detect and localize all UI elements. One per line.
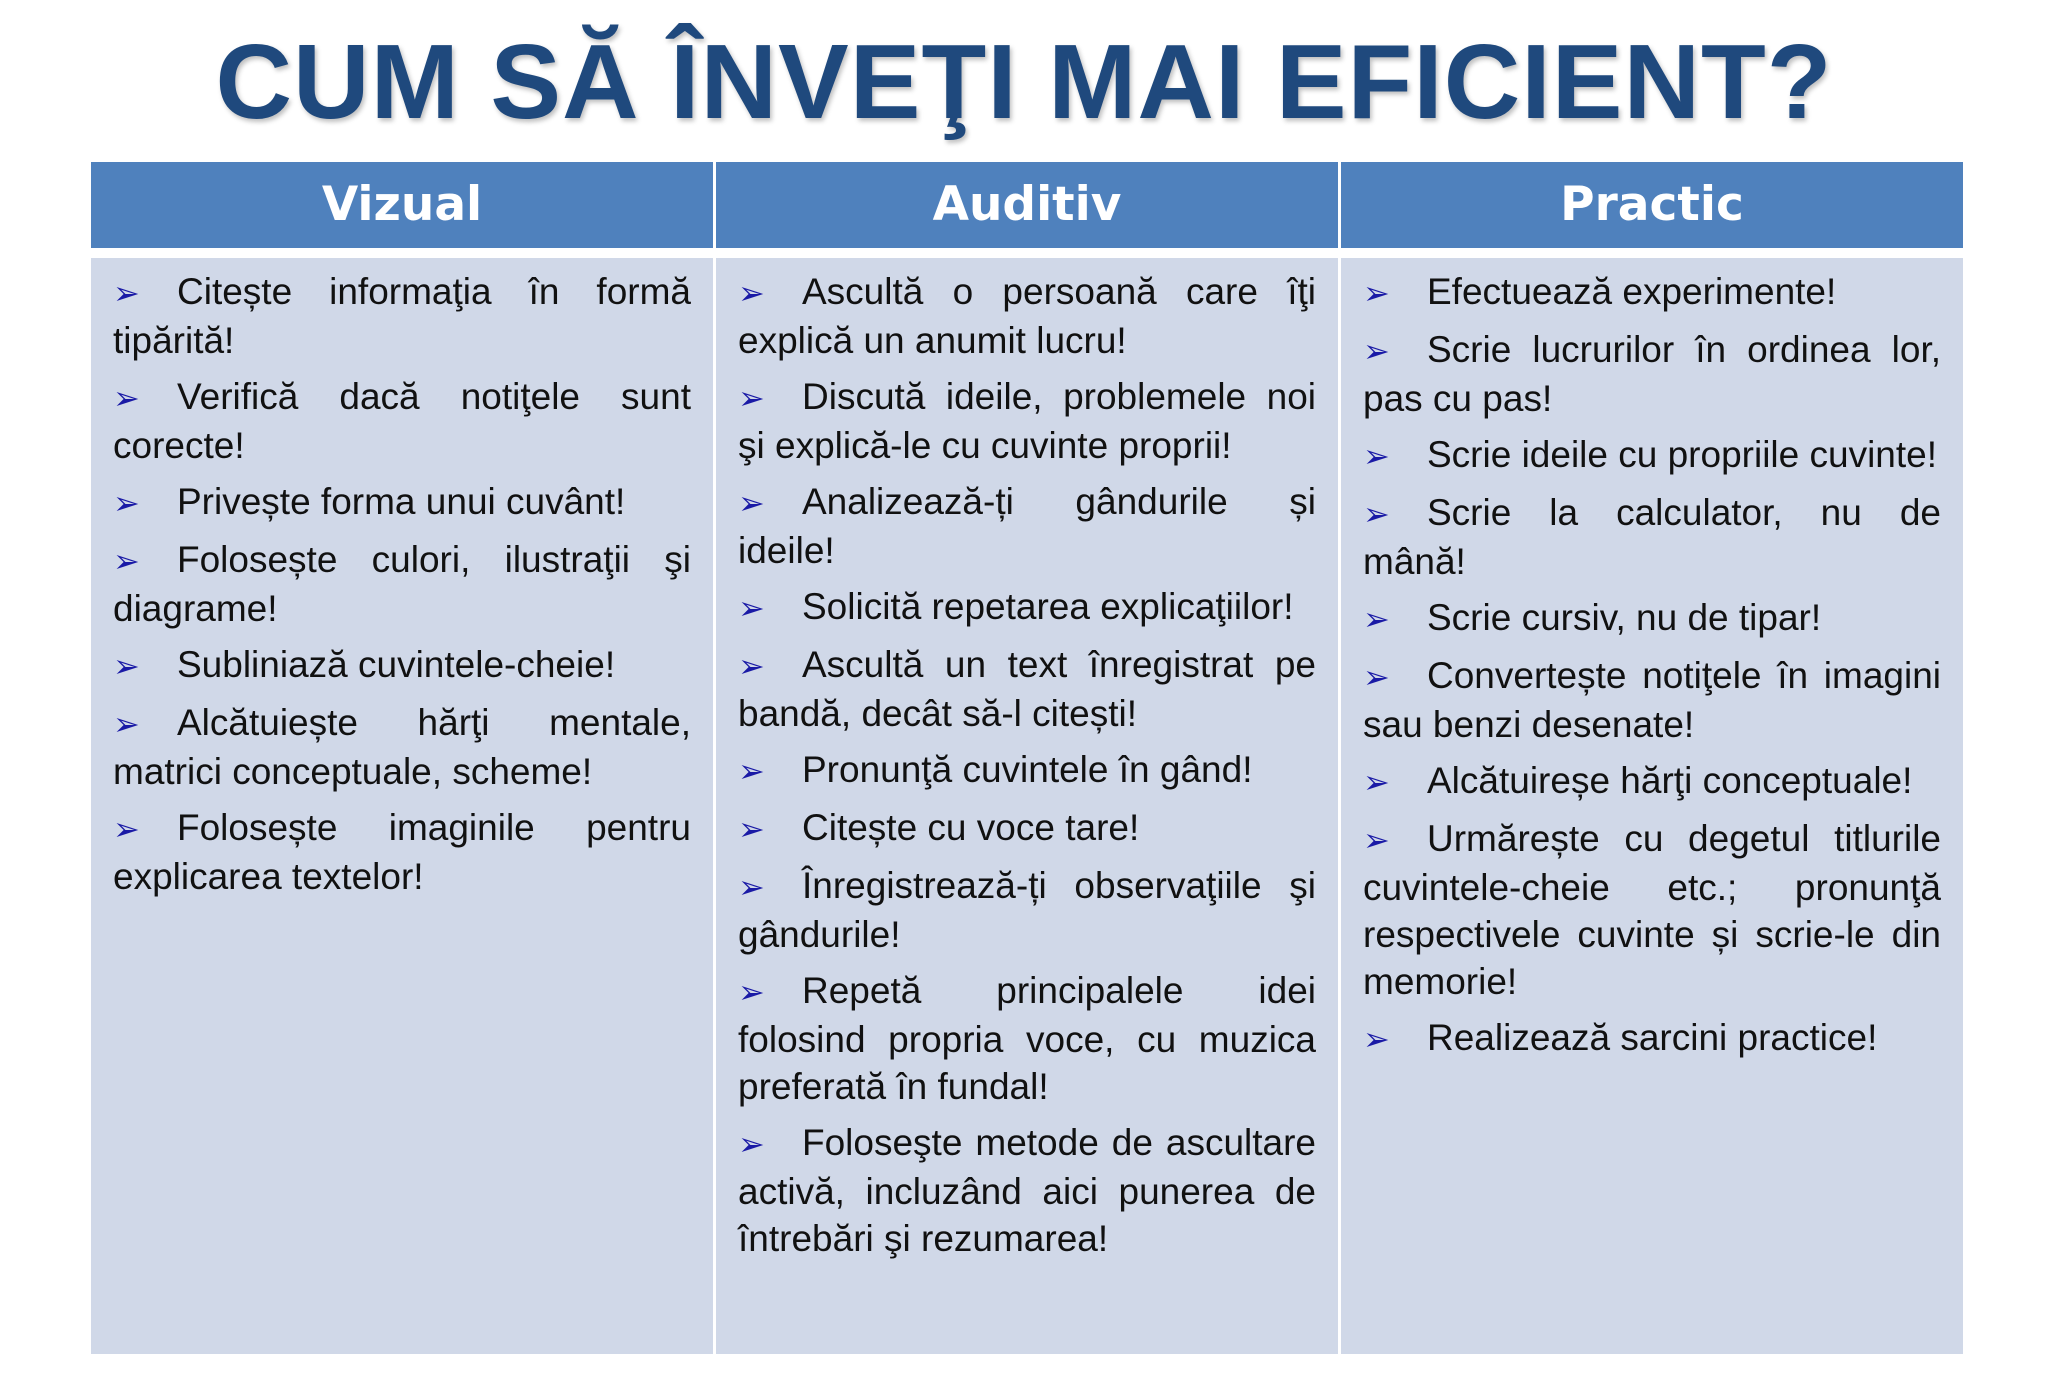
- list-item-text: Ascultă un text înregistrat pe bandă, decât să-l citești!: [738, 644, 1316, 734]
- arrow-bullet-icon: ➢: [738, 380, 765, 416]
- arrow-bullet-icon: ➢: [738, 753, 765, 789]
- list-item-text: Folosește culori, ilustraţii şi diagrame!: [113, 539, 691, 629]
- arrow-bullet-icon: ➢: [738, 811, 765, 847]
- list-item: [113, 373, 691, 469]
- list-item-text: Subliniază cuvintele-cheie!: [177, 644, 616, 685]
- arrow-bullet-icon: ➢: [113, 811, 140, 847]
- list-item-text: Alcătuireșe hărţi conceptuale!: [1427, 760, 1913, 801]
- list-item-text: Privește forma unui cuvânt!: [177, 481, 626, 522]
- list-item-text: Pronunţă cuvintele în gând!: [802, 749, 1253, 790]
- arrow-bullet-icon: ➢: [738, 974, 765, 1010]
- column-header-vizual: Vizual: [91, 162, 713, 248]
- list-item: [113, 641, 691, 690]
- list-item-text: Repetă principalele idei folosind propria voce, cu muzica preferată în fundal!: [738, 970, 1316, 1107]
- arrow-bullet-icon: ➢: [113, 543, 140, 579]
- list-item: [1363, 431, 1941, 480]
- list-item-text: Convertește notiţele în imagini sau benzi desenate!: [1363, 655, 1941, 745]
- learning-styles-table: [91, 162, 1963, 1354]
- list-item-text: Alcătuiește hărţi mentale, matrici conceptuale, scheme!: [113, 702, 691, 792]
- list-item-text: Realizează sarcini practice!: [1427, 1017, 1878, 1058]
- list-item: [738, 1119, 1316, 1262]
- arrow-bullet-icon: ➢: [738, 590, 765, 626]
- list-item: [738, 478, 1316, 574]
- arrow-bullet-icon: ➢: [1363, 601, 1390, 637]
- arrow-bullet-icon: ➢: [113, 706, 140, 742]
- list-item: [1363, 594, 1941, 643]
- arrow-bullet-icon: ➢: [738, 485, 765, 521]
- list-item-text: Ascultă o persoană care îţi explică un anumit lucru!: [738, 271, 1316, 361]
- arrow-bullet-icon: ➢: [1363, 496, 1390, 532]
- list-item: [1363, 1014, 1941, 1063]
- list-item-text: Analizează-ți gândurile și ideile!: [738, 481, 1316, 571]
- list-item: [1363, 815, 1941, 1005]
- arrow-bullet-icon: ➢: [1363, 659, 1390, 695]
- list-item-text: Efectuează experimente!: [1427, 271, 1837, 312]
- list-item-text: Folosește imaginile pentru explicarea textelor!: [113, 807, 691, 897]
- list-item-text: Verifică dacă notiţele sunt corecte!: [113, 376, 691, 466]
- arrow-bullet-icon: ➢: [113, 380, 140, 416]
- list-item: [738, 746, 1316, 795]
- list-item-text: Citește cu voce tare!: [802, 807, 1140, 848]
- list-item: [738, 583, 1316, 632]
- list-item-text: Scrie cursiv, nu de tipar!: [1427, 597, 1822, 638]
- list-item-text: Solicită repetarea explicaţiilor!: [802, 586, 1294, 627]
- list-item: [1363, 652, 1941, 748]
- list-item-text: Foloseşte metode de ascultare activă, incluzând aici punerea de întrebări şi rezumarea!: [738, 1122, 1316, 1259]
- list-item-text: Urmărește cu degetul titlurile cuvintele-cheie etc.; pronunţă respectivele cuvinte și scrie-le din memorie!: [1363, 818, 1941, 1002]
- list-item: [738, 804, 1316, 853]
- list-item: [738, 862, 1316, 958]
- list-item-text: Citește informaţia în formă tipărită!: [113, 271, 691, 361]
- column-header-auditiv: Auditiv: [716, 162, 1338, 248]
- list-item: [113, 536, 691, 632]
- list-item: [738, 641, 1316, 737]
- list-item-text: Discută ideile, problemele noi şi explică-le cu cuvinte proprii!: [738, 376, 1316, 466]
- list-item: [113, 699, 691, 795]
- arrow-bullet-icon: ➢: [113, 485, 140, 521]
- arrow-bullet-icon: ➢: [1363, 333, 1390, 369]
- list-item: [1363, 326, 1941, 422]
- arrow-bullet-icon: ➢: [1363, 1021, 1390, 1057]
- column-cell-vizual: [91, 258, 713, 1354]
- list-item: [113, 268, 691, 364]
- list-item-text: Înregistrează-ți observaţiile şi gândurile!: [738, 865, 1316, 955]
- arrow-bullet-icon: ➢: [738, 648, 765, 684]
- arrow-bullet-icon: ➢: [113, 648, 140, 684]
- list-item: [1363, 489, 1941, 585]
- arrow-bullet-icon: ➢: [113, 275, 140, 311]
- column-cell-auditiv: [716, 258, 1338, 1354]
- list-item: [113, 478, 691, 527]
- list-item-text: Scrie la calculator, nu de mână!: [1363, 492, 1941, 582]
- list-item: [1363, 757, 1941, 806]
- arrow-bullet-icon: ➢: [738, 869, 765, 905]
- arrow-bullet-icon: ➢: [1363, 822, 1390, 858]
- list-item: [113, 804, 691, 900]
- arrow-bullet-icon: ➢: [1363, 764, 1390, 800]
- list-item-text: Scrie ideile cu propriile cuvinte!: [1427, 434, 1938, 475]
- column-header-practic: Practic: [1341, 162, 1963, 248]
- page-title: CUM SĂ ÎNVEŢI MAI EFICIENT?: [215, 23, 1833, 141]
- arrow-bullet-icon: ➢: [738, 275, 765, 311]
- list-item: [1363, 268, 1941, 317]
- list-item: [738, 373, 1316, 469]
- column-cell-practic: [1341, 258, 1963, 1354]
- list-item: [738, 268, 1316, 364]
- list-item-text: Scrie lucrurilor în ordinea lor, pas cu pas!: [1363, 329, 1941, 419]
- arrow-bullet-icon: ➢: [738, 1126, 765, 1162]
- arrow-bullet-icon: ➢: [1363, 275, 1390, 311]
- arrow-bullet-icon: ➢: [1363, 438, 1390, 474]
- list-item: [738, 967, 1316, 1110]
